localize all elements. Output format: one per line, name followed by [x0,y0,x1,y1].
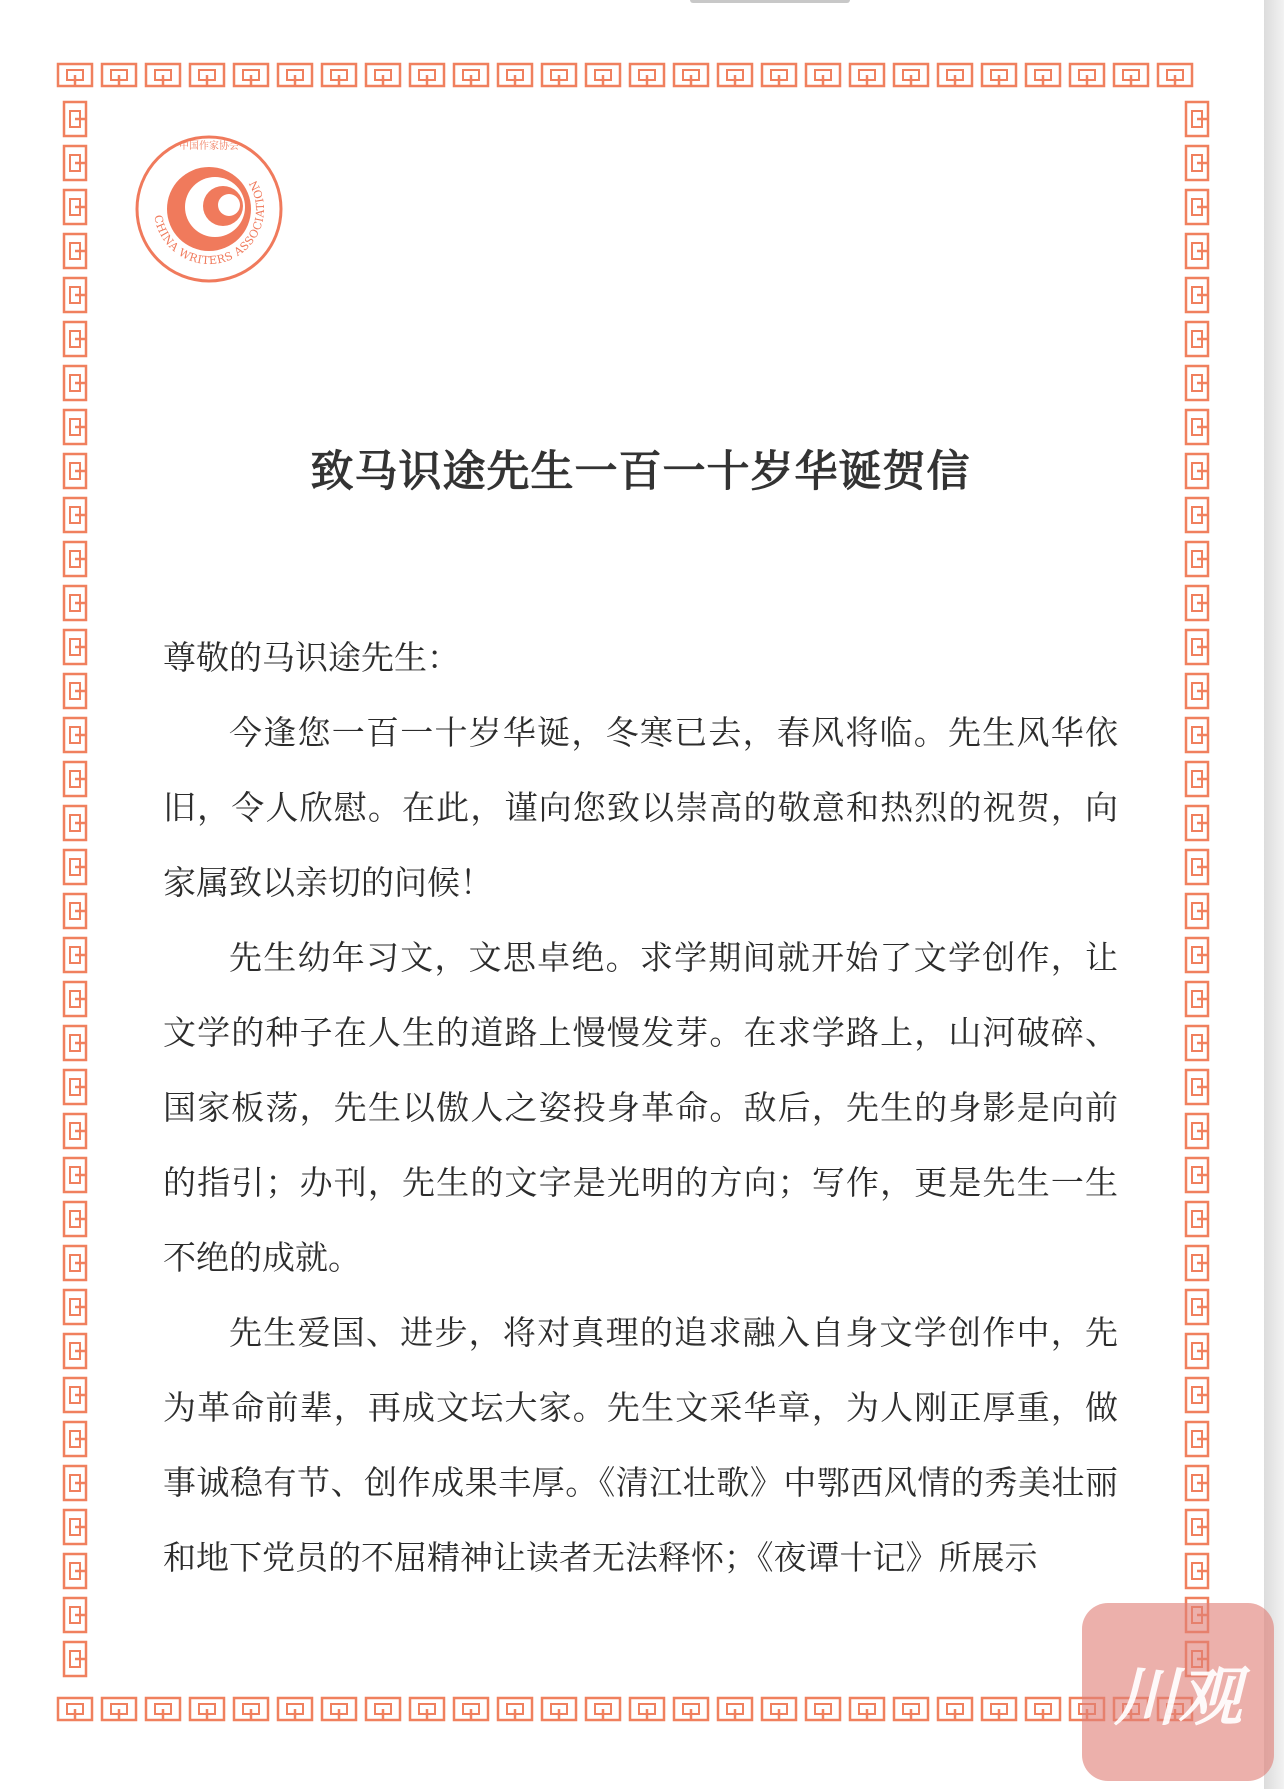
china-writers-association-emblem [133,133,285,285]
emblem-ring-text-zh: 中国作家协会 [179,141,239,152]
letter-body [163,620,1118,1595]
letter-title: 致马识途先生一百一十岁华诞贺信 [310,447,971,497]
watermark-text: 川观 [1114,1660,1242,1735]
paragraph-2: 先生幼年习文，文思卓绝。求学期间就开始了文学创作，让文学的种子在人生的道路上慢慢发芽。在求学路上，山河破碎、国家板荡，先生以傲人之姿投身革命。敌后，先生的身影是向前的指引；办刊，先生的文字是光明的方向；写作，更是先生一生不绝的成就。 [163,938,1118,1277]
paragraph-1: 今逢您一百一十岁华诞，冬寒已去，春风将临。先生风华依旧，令人欣慰。在此，谨向您致以崇高的敬意和热烈的祝贺，向家属致以亲切的问候！ [163,713,1118,902]
salutation: 尊敬的马识途先生： [163,638,460,677]
chuanguan-watermark [1082,1603,1274,1781]
paragraph-3: 先生爱国、进步，将对真理的追求融入自身文学创作中，先为革命前辈，再成文坛大家。先生文采华章，为人刚正厚重，做事诚稳有节、创作成果丰厚。《清江壮歌》中鄂西风情的秀美壮丽和地下党员的不屈精神让读者无法释怀；《夜谭十记》所展示 [163,1313,1118,1577]
emblem-ring-text-en: CHINA WRITERS ASSOCIATION [151,177,268,268]
